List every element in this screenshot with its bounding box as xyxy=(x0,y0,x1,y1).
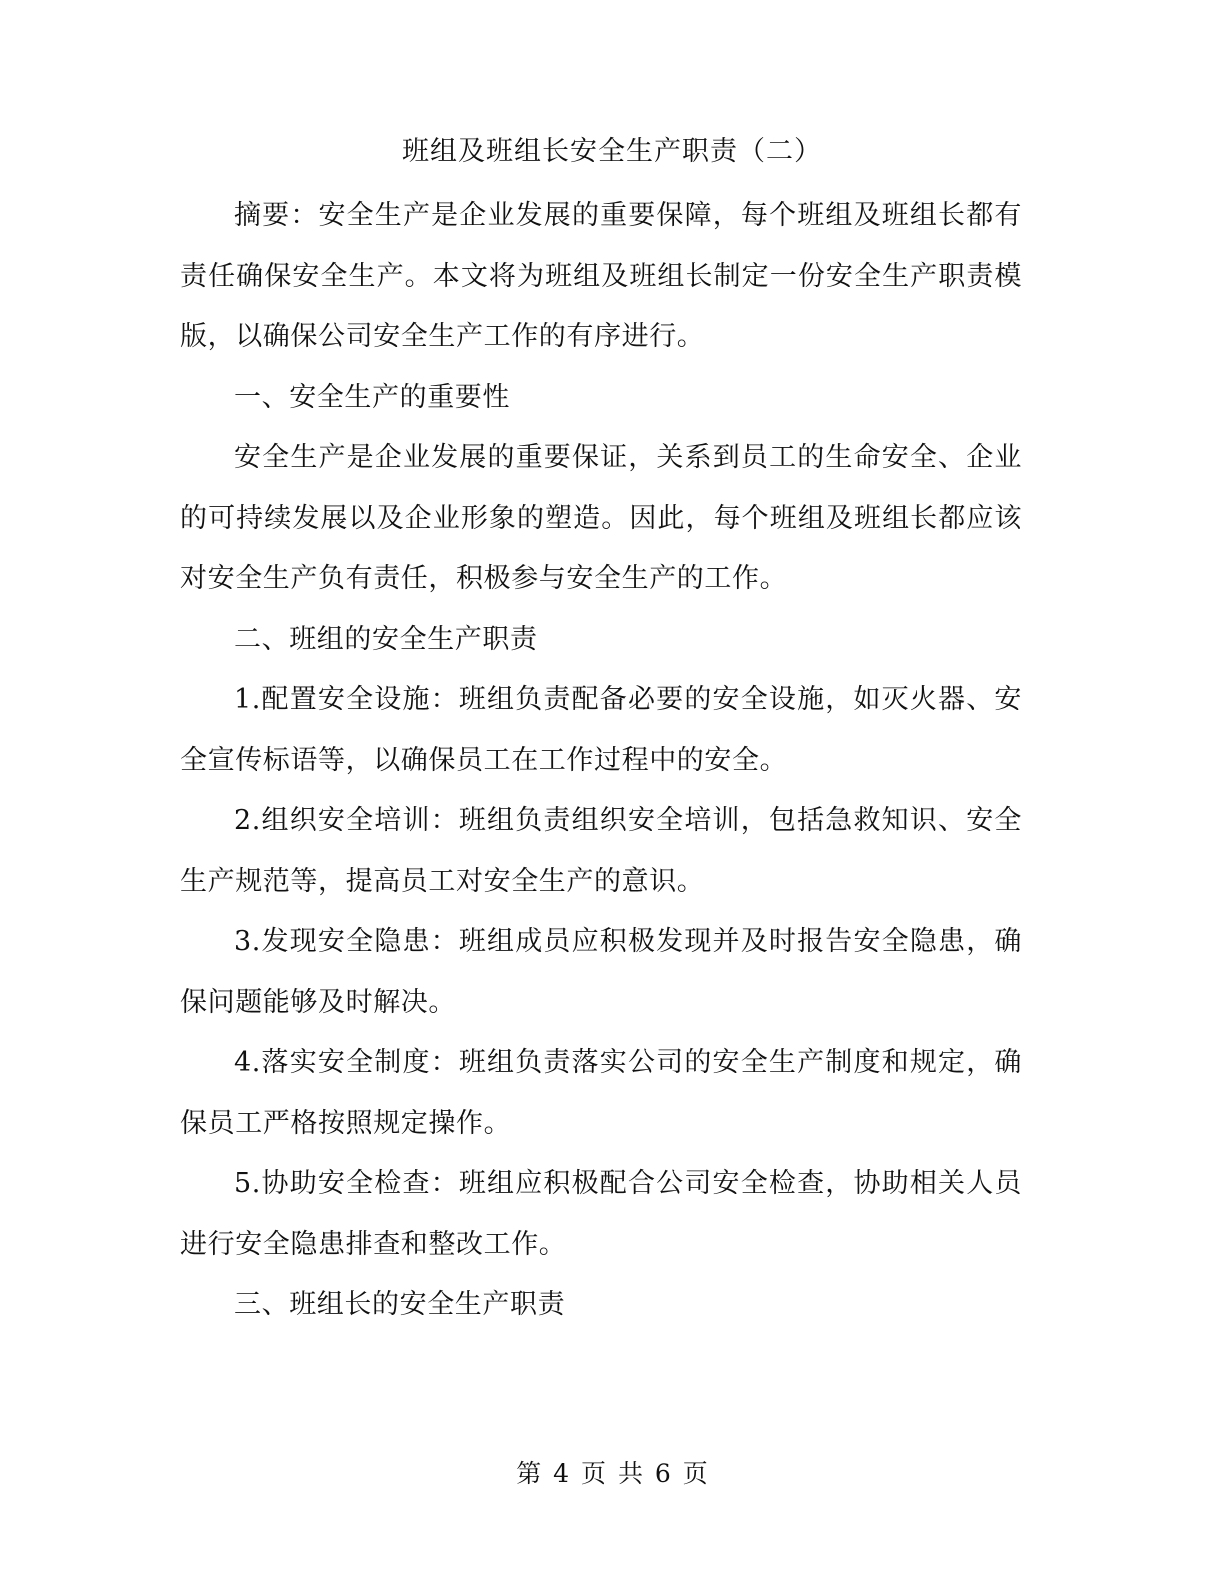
document-title: 班组及班组长安全生产职责（二） xyxy=(402,136,822,167)
list-item-4: 4.落实安全制度：班组负责落实公司的安全生产制度和规定，确保员工严格按照规定操作。 xyxy=(180,1047,1022,1139)
abstract-paragraph: 摘要：安全生产是企业发展的重要保障，每个班组及班组长都有责任确保安全生产。本文将为班组及班组长制定一份安全生产职责模版，以确保公司安全生产工作的有序进行。 xyxy=(180,200,1022,352)
section-heading-3: 三、班组长的安全生产职责 xyxy=(234,1289,566,1320)
section-heading-2: 二、班组的安全生产职责 xyxy=(234,623,538,655)
list-item-1: 1.配置安全设施：班组负责配备必要的安全设施，如灭火器、安全宣传标语等，以确保员工在工作过程中的安全。 xyxy=(180,684,1022,776)
page-number-footer: 第 4 页 共 6 页 xyxy=(516,1459,708,1488)
list-item-2: 2.组织安全培训：班组负责组织安全培训，包括急救知识、安全生产规范等，提高员工对安全生产的意识。 xyxy=(180,805,1022,897)
list-item-3: 3.发现安全隐患：班组成员应积极发现并及时报告安全隐患，确保问题能够及时解决。 xyxy=(180,926,1022,1018)
list-item-5: 5.协助安全检查：班组应积极配合公司安全检查，协助相关人员进行安全隐患排查和整改工作。 xyxy=(180,1168,1022,1260)
body-paragraph: 安全生产是企业发展的重要保证，关系到员工的生命安全、企业的可持续发展以及企业形象的塑造。因此，每个班组及班组长都应该对安全生产负有责任，积极参与安全生产的工作。 xyxy=(180,442,1022,594)
document-body xyxy=(180,186,1022,1336)
section-heading-1: 一、安全生产的重要性 xyxy=(234,381,510,413)
